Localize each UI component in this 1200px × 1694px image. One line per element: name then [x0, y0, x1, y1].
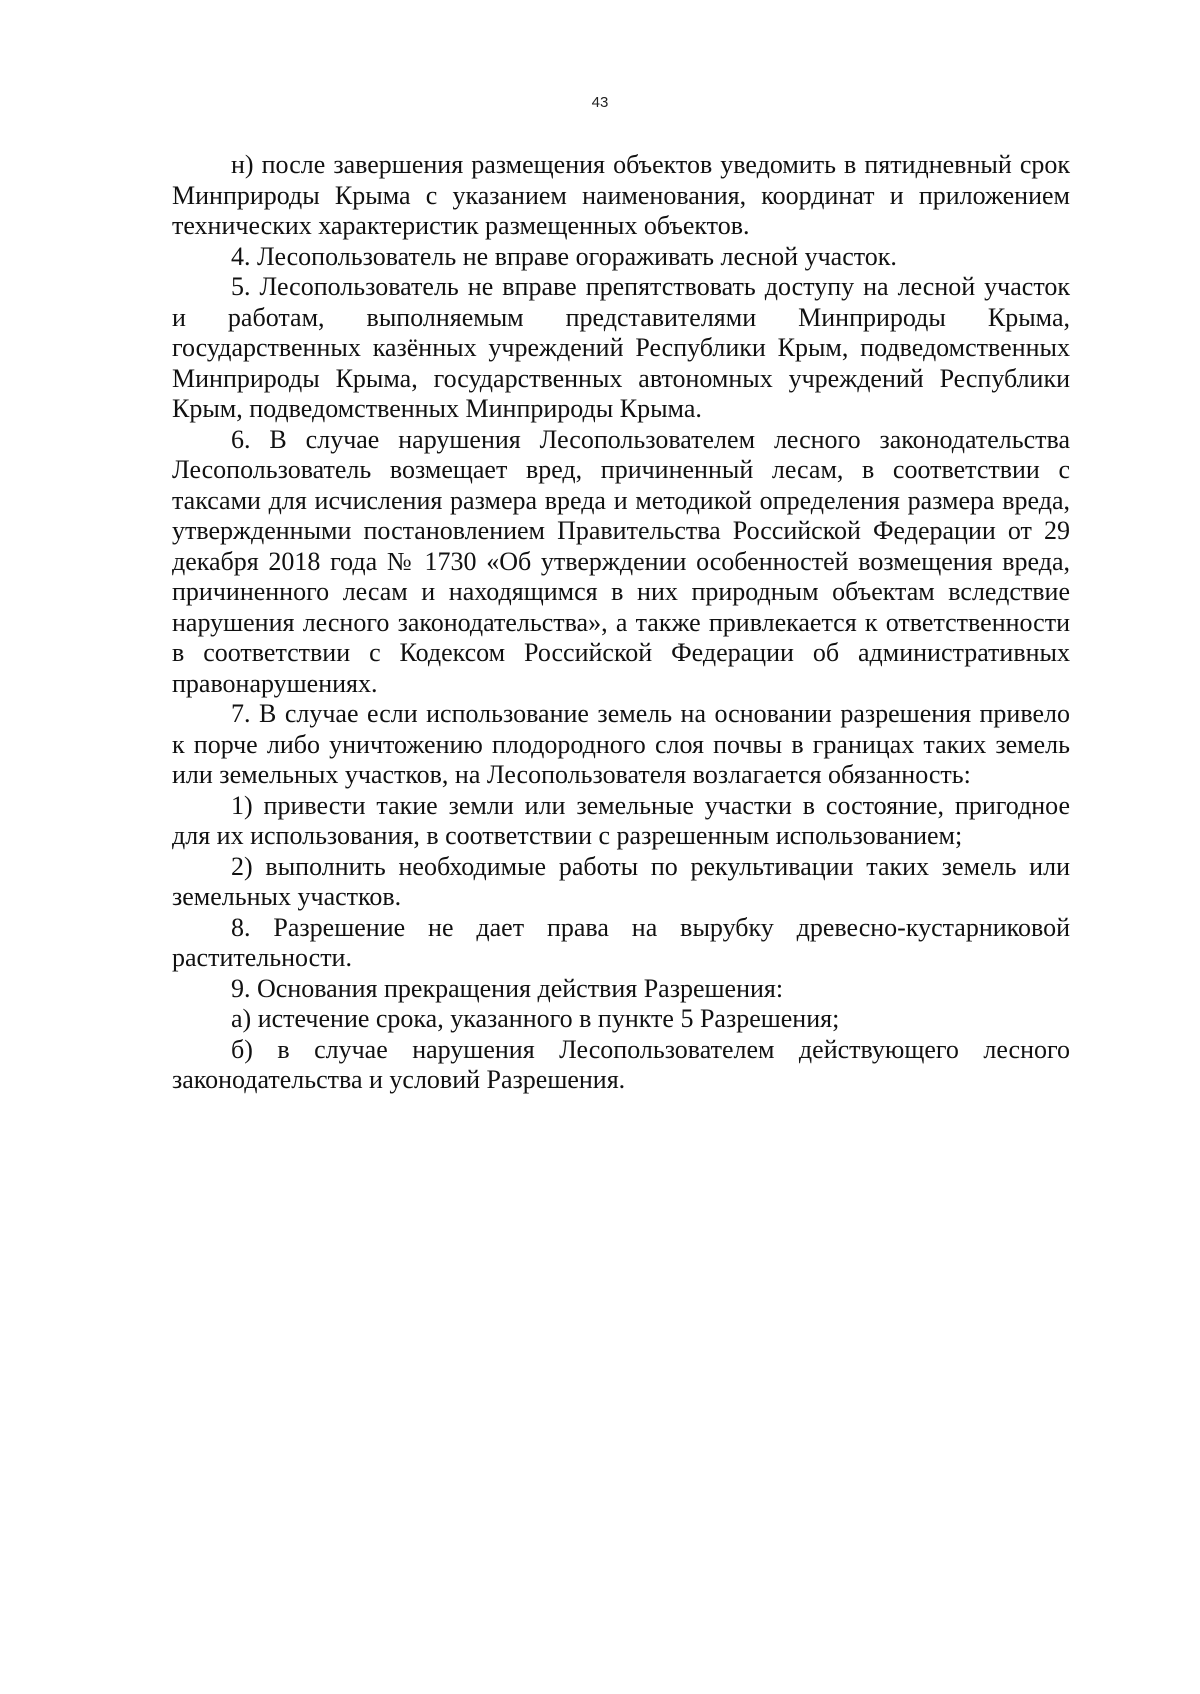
- paragraph-clause-7: 7. В случае если использование земель на основании разрешения привело к порче либо уничтожению плодородного слоя почвы в границах таких земель или земельных участков, на Лесопользователя возлагается обязанность:: [172, 699, 1070, 789]
- paragraph-clause-4: 4. Лесопользователь не вправе огораживать лесной участок.: [231, 241, 897, 271]
- page-number: 43: [591, 94, 609, 111]
- paragraph-clause-7-item-2: 2) выполнить необходимые работы по рекультивации таких земель или земельных участков.: [172, 851, 1070, 911]
- paragraph-item-n: н) после завершения размещения объектов уведомить в пятидневный срок Минприроды Крыма с указанием наименования, координат и приложением технических характеристик размещенных объектов.: [172, 150, 1070, 240]
- paragraph-clause-9: 9. Основания прекращения действия Разрешения:: [231, 973, 784, 1003]
- paragraph-clause-8: 8. Разрешение не дает права на вырубку древесно-кустарниковой растительности.: [172, 912, 1070, 972]
- document-body: [172, 150, 1070, 1096]
- paragraph-clause-7-item-1: 1) привести такие земли или земельные участки в состояние, пригодное для их использования, в соответствии с разрешенным использованием;: [172, 790, 1070, 850]
- paragraph-clause-9-item-b: б) в случае нарушения Лесопользователем действующего лесного законодательства и условий Разрешения.: [172, 1034, 1070, 1094]
- paragraph-clause-5: 5. Лесопользователь не вправе препятствовать доступу на лесной участок и работам, выполняемым представителями Минприроды Крыма, государственных казённых учреждений Республики Крым, подведомственных Минприроды Крыма, государственных автономных учреждений Республики Крым, подведомственных Минприроды Крыма.: [172, 272, 1070, 423]
- paragraph-clause-9-item-a: а) истечение срока, указанного в пункте 5 Разрешения;: [231, 1004, 840, 1033]
- paragraph-clause-6: 6. В случае нарушения Лесопользователем лесного законодательства Лесопользователь возмещает вред, причиненный лесам, в соответствии с таксами для исчисления размера вреда и методикой определения размера вреда, утвержденными постановлением Правительства Российской Федерации от 29 декабря 2018 года № 1730 «Об утверждении особенностей возмещения вреда, причиненного лесам и находящимся в них природным объектам вследствие нарушения лесного законодательства», а также привлекается к ответственности в соответствии с Кодексом Российской Федерации об административных правонарушениях.: [172, 424, 1070, 698]
